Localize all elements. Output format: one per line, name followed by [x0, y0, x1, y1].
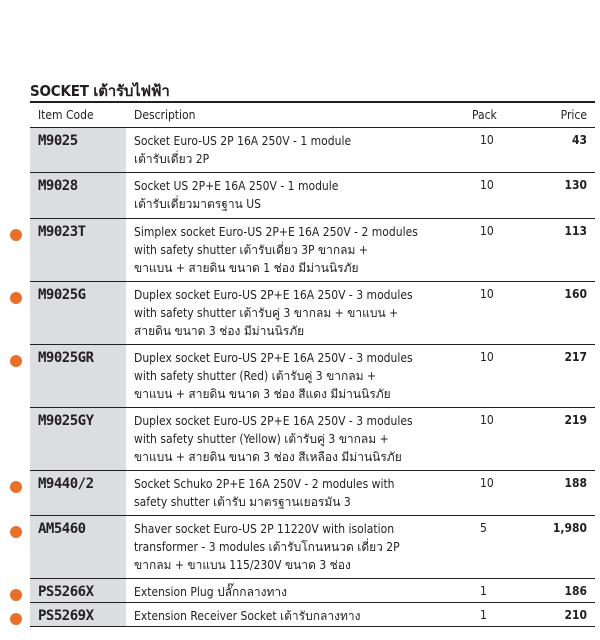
item-description: Socket Schuko 2P+E 16A 250V - 2 modules with safety shutter เต้ารับ มาตรฐานเยอรมัน 3 — [134, 477, 395, 509]
header-pack: Pack — [472, 108, 497, 122]
item-price: 217 — [564, 350, 587, 364]
item-code-cell — [30, 173, 126, 218]
item-code-cell — [30, 128, 126, 172]
item-code: AM5460 — [38, 521, 86, 537]
table-row — [30, 408, 595, 471]
item-pack: 10 — [480, 287, 494, 301]
item-code: M9023T — [38, 224, 86, 240]
item-price: 43 — [571, 133, 587, 147]
new-item-dot-icon — [10, 526, 22, 538]
item-description: Duplex socket Euro-US 2P+E 16A 250V - 3 modules with safety shutter เต้ารับคู่ 3 ขากลม + ขาแบน + สายดิน ขนาด 3 ช่อง มีม่านนิรภัย — [134, 288, 413, 338]
table-row — [30, 603, 595, 627]
item-pack: 10 — [480, 224, 494, 238]
item-pack: 1 — [480, 584, 487, 598]
item-pack: 5 — [480, 521, 487, 535]
item-code-cell — [30, 516, 126, 578]
item-code-cell — [30, 408, 126, 470]
table-row — [30, 579, 595, 603]
item-pack: 10 — [480, 178, 494, 192]
table-row — [30, 173, 595, 219]
new-item-dot-icon — [10, 229, 22, 241]
item-description: Shaver socket Euro-US 2P 11220V with isolation transformer - 3 modules เต้ารับโกนหนวด เดี่ยว 2P ขากลม + ขาแบน 115/230V ขนาด 3 ช่อง — [134, 522, 400, 572]
item-price: 160 — [564, 287, 587, 301]
new-item-dot-icon — [10, 481, 22, 493]
item-code-cell — [30, 345, 126, 407]
table-row — [30, 219, 595, 282]
header-price: Price — [560, 108, 587, 122]
item-description: Duplex socket Euro-US 2P+E 16A 250V - 3 modules with safety shutter (Red) เต้ารับคู่ 3 ขากลม + ขาแบน + สายดิน ขนาด 3 ช่อง สีแดง มีม่านนิรภัย — [134, 351, 413, 401]
item-code: M9025G — [38, 287, 86, 303]
item-code: M9025GY — [38, 413, 94, 429]
header-description: Description — [134, 108, 196, 122]
item-pack: 10 — [480, 476, 494, 490]
item-code-cell — [30, 579, 126, 602]
item-description: Extension Plug ปลั๊กกลางทาง — [134, 585, 288, 599]
item-price: 113 — [564, 224, 587, 238]
item-code-cell — [30, 603, 126, 626]
item-price: 188 — [564, 476, 587, 490]
item-description: Simplex socket Euro-US 2P+E 16A 250V - 2 modules with safety shutter เต้ารับเดี่ยว 3P ขากลม + ขาแบน + สายดิน ขนาด 1 ช่อง มีม่านนิรภัย — [134, 225, 418, 275]
table-row — [30, 128, 595, 173]
header-item-code: Item Code — [38, 108, 94, 122]
item-price: 210 — [564, 608, 587, 622]
table-row — [30, 282, 595, 345]
new-item-dot-icon — [10, 589, 22, 601]
item-description: Duplex socket Euro-US 2P+E 16A 250V - 3 modules with safety shutter (Yellow) เต้ารับคู่ 3 ขากลม + ขาแบน + สายดิน ขนาด 3 ช่อง สีเหลือง มีม่านนิรภัย — [134, 414, 413, 464]
item-code: M9028 — [38, 178, 78, 194]
item-price: 219 — [564, 413, 587, 427]
item-pack: 10 — [480, 133, 494, 147]
item-description: Extension Receiver Socket เต้ารับกลางทาง — [134, 609, 361, 623]
product-table — [30, 128, 595, 627]
item-pack: 10 — [480, 350, 494, 364]
item-price: 130 — [564, 178, 587, 192]
item-code: PS5269X — [38, 608, 94, 624]
item-code: M9440/2 — [38, 476, 94, 492]
item-description: Socket US 2P+E 16A 250V - 1 module เต้ารับเดี่ยวมาตรฐาน US — [134, 179, 339, 211]
item-description: Socket Euro-US 2P 16A 250V - 1 module เต้ารับเดี่ยว 2P — [134, 134, 352, 166]
item-price: 186 — [564, 584, 587, 598]
item-pack: 10 — [480, 413, 494, 427]
new-item-dot-icon — [10, 613, 22, 625]
item-pack: 1 — [480, 608, 487, 622]
new-item-dot-icon — [10, 292, 22, 304]
table-row — [30, 345, 595, 408]
title-divider — [30, 101, 595, 103]
table-row — [30, 516, 595, 579]
section-title: SOCKET เต้ารับไฟฟ้า — [30, 82, 170, 100]
item-code: M9025 — [38, 133, 78, 149]
new-item-dot-icon — [10, 355, 22, 367]
item-price: 1,980 — [552, 521, 587, 535]
item-code: PS5266X — [38, 584, 94, 600]
item-code-cell — [30, 282, 126, 344]
table-row — [30, 471, 595, 516]
table-header — [30, 106, 595, 126]
item-code-cell — [30, 471, 126, 515]
item-code: M9025GR — [38, 350, 94, 366]
item-code-cell — [30, 219, 126, 281]
